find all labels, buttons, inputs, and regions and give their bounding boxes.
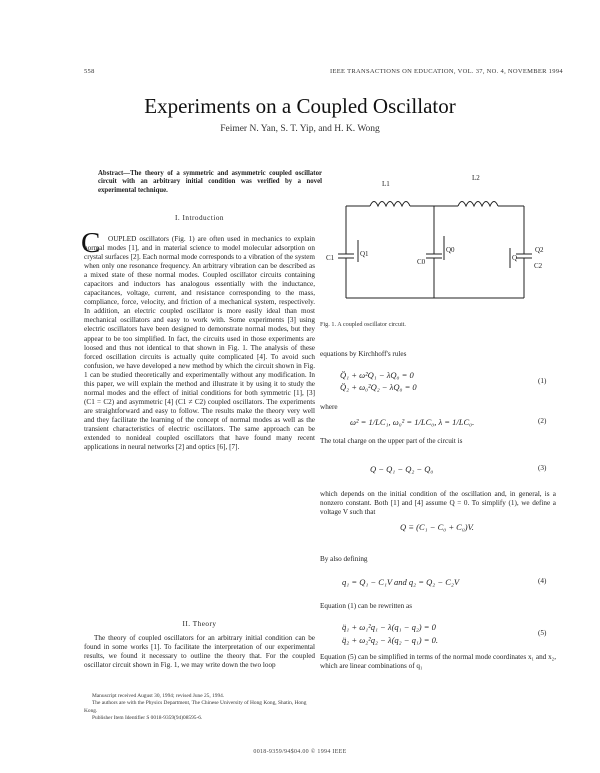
paper-authors: Feimer N. Yan, S. T. Yip, and H. K. Wong [220,124,380,134]
drop-cap: C [81,227,101,259]
right-paragraph-2: which depends on the initial condition of the oscillation and, in general, is a nonzero constant. Both [1] and [4] assume Q = 0. To simplify (1), we define a voltage V such that [320,490,556,517]
footnote-line: Publisher Item Identifier S 0018-9359(94)08595-6. [92,714,203,721]
label-c2: C2 [534,262,543,270]
equation-5-line-2: q̈₂ + ω₂²q₂ − λ(q₂ − q₁) = 0. [342,635,438,645]
page-number: 558 [84,68,95,75]
inductor-l1 [370,202,410,207]
equation-intro: equations by Kirchhoff's rules [320,350,407,358]
equation-1-line-1: Q̈₁ + ω²Q₁ − λQ₀ = 0 [340,370,414,380]
label-q: Q [512,254,518,262]
paper-title: Experiments on a Coupled Oscillator [144,94,456,118]
label-q0: Q0 [446,246,455,254]
equation-5-number: (5) [538,629,547,637]
page-footer: 0018-9359/94$04.00 © 1994 IEEE [253,749,347,755]
equation-1-line-2: Q̈₂ + ω₀²Q₂ − λQ₀ = 0 [340,382,417,392]
equation-v: Q ≡ (C₁ − C₀ + C₀)V. [400,522,474,532]
label-q1: Q1 [360,250,369,258]
equation-3: Q − Q₁ − Q₂ − Q₀ [370,464,434,474]
right-paragraph-5: Equation (5) can be simplified in terms of the normal mode coordinates x₁ and x₂, which are linear combinations of q₁ [320,653,556,671]
footnote-line: The authors are with the Physics Department, The Chinese University of Hong Kong, Shatin, Hong Kong. [84,700,307,714]
theory-text: The theory of coupled oscillators for an arbitrary initial condition can be found in some works [1]. To facilitate the interpretation of our experimental results, we found it necessary to outline the theory that. For the coupled oscillator circuit shown in Fig. 1, we may write down the two loop [84,634,315,670]
label-l2: L2 [472,174,480,182]
footnote [84,693,316,722]
where-text: where [320,403,338,411]
footnote-line: Manuscript received August 30, 1994; revised June 25, 1994. [92,693,225,699]
equation-3-number: (3) [538,464,547,472]
figure-caption: Fig. 1. A coupled oscillator circuit. [320,321,406,328]
right-paragraph-1: The total charge on the upper part of the circuit is [320,437,463,445]
right-paragraph-3: By also defining [320,555,368,563]
label-c0: C0 [417,258,426,266]
equation-2-number: (2) [538,417,547,425]
equation-2: ω² = 1/LC₁, ω₀² = 1/LC₀, λ = 1/LC₀. [350,417,475,427]
label-l1: L1 [382,180,390,188]
coupled-oscillator-circuit-figure [320,168,560,318]
introduction-text: OUPLED oscillators (Fig. 1) are often used in mechanics to explain normal modes [1], and in material science to model molecular adsorption on crystal surfaces [2]. Each normal mode corresponds to a vibration of the system when only one resonance frequency. An arbitrary vibration can be described as a mixed state of these normal modes. Coupled oscillator circuits containing capacitors and inductors has analogous essentially with the inductance, capacitances, voltage, current, and resistance corresponding to the mass, compliance, force, velocity, and friction of a mechanical system, respectively. In addition, an electric coupled oscillator is more easily ideal than most mechanical oscillators and easy to work with. Some experiments [3] using electric oscillators have been designed to demonstrate normal modes, but they appear to be too simplified. In fact, the circuits used in those experiments are loosed and thus not identical to that shown in Fig. 1. The analysis of these forced oscillation circuits is actually quite complicated [4]. To avoid such confusion, we have developed a new method by which the circuit shown in Fig. 1 can be studied theoretically and experimentally without any modification. In this paper, we will explain the method and illustrate it by using it to study the normal modes and the effect of initial conditions for both symmetric [1], [3] (C1 = C2) and asymmetric [4] (C1 ≠ C2) coupled oscillators. The experiments are straightforward and easy to follow. The results make the theory very well and they facilitate the learning of the concept of normal modes as well as the transient characteristics of electric oscillators. The same approach can be extended to nonideal coupled oscillators that have found many recent applications in neural networks [2] and optics [6], [7]. [84,235,315,452]
equation-4: q₁ = Q₁ − C₁V and q₂ = Q₂ − C₂V [342,577,460,587]
label-q2: Q2 [535,246,544,254]
equation-5-line-1: q̈₁ + ω₁²q₁ − λ(q₁ − q₂) = 0 [342,622,436,632]
abstract: Abstract—The theory of a symmetric and asymmetric coupled oscillator circuit with an arbitrary initial condition was verified by a novel experimental technique. [98,170,322,194]
right-paragraph-4: Equation (1) can be rewritten as [320,602,413,610]
inductor-l2 [458,202,498,207]
equation-1-number: (1) [538,377,547,385]
equation-4-number: (4) [538,577,547,585]
label-c1: C1 [326,254,335,262]
journal-header: IEEE TRANSACTIONS ON EDUCATION, VOL. 37, NO. 4, NOVEMBER 1994 [330,68,563,75]
section-heading-theory: II. Theory [182,620,217,628]
section-heading-introduction: I. Introduction [174,214,225,222]
